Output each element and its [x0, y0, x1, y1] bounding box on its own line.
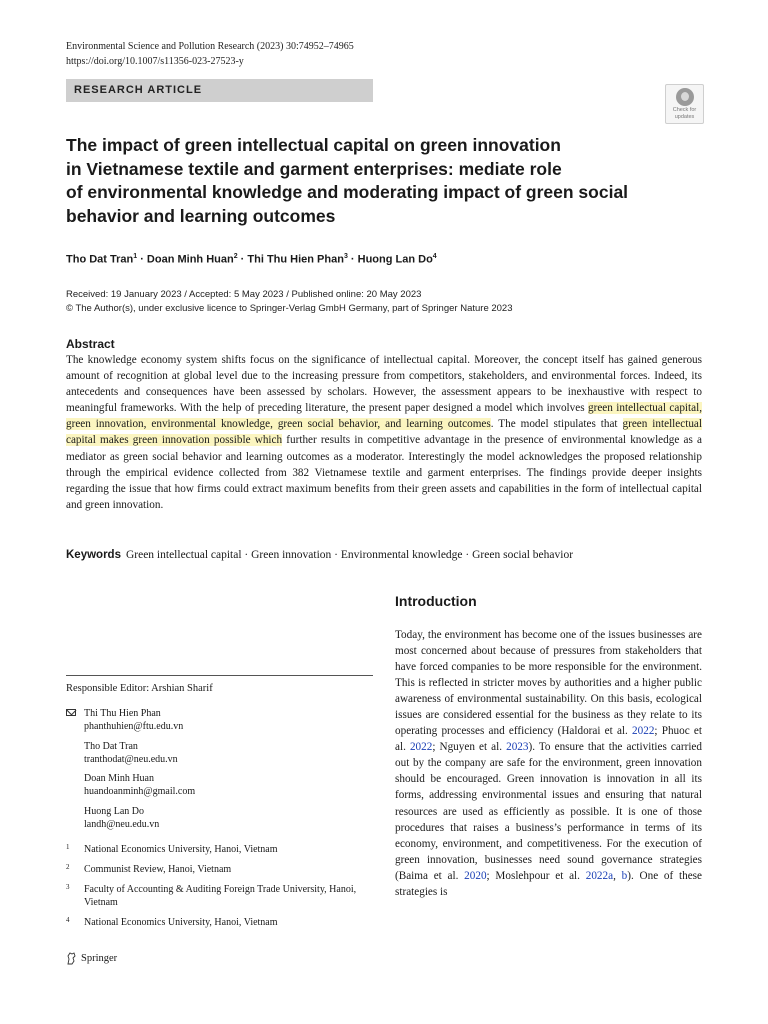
author-affiliation-mark: 4: [432, 253, 437, 260]
doi-link[interactable]: https://doi.org/10.1007/s11356-023-27523-y: [66, 56, 244, 67]
contact-entry: [66, 805, 373, 831]
introduction-body: [395, 627, 702, 900]
author-affiliation-mark: 2: [233, 253, 238, 260]
citation-link[interactable]: 2023: [506, 741, 529, 754]
springer-horse-icon: [66, 952, 77, 965]
intro-text: ; Phuoc et al.: [395, 725, 702, 754]
author-name[interactable]: Thi Thu Hien Phan: [247, 253, 344, 266]
affiliation-number: 3: [66, 883, 70, 891]
keywords: [66, 547, 573, 563]
introduction-heading: Introduction: [395, 593, 477, 609]
abstract-text: further results in competitive advantage in the presence of environmental knowledge as a mediator as green social behavior and learning outcomes as a moderator. Interestingly the model acknowledges the proposed relationship through the empirical evidence collected from 382 Vietnamese textile and garment enterprises. The findings provide deeper insights regarding the issue that how firms could extract maximum benefits from their green assets and capabilities in the form of intellectual capital and green innovation.: [66, 434, 702, 511]
article-title: [66, 134, 666, 228]
check-for-updates-badge[interactable]: [665, 84, 704, 124]
citation-link[interactable]: b: [621, 869, 628, 882]
responsible-editor: Responsible Editor: Arshian Sharif: [66, 683, 213, 694]
author-contacts: [66, 707, 373, 837]
contact-email[interactable]: huandoanminh@gmail.com: [84, 786, 196, 797]
affiliation-entry: [66, 863, 373, 876]
author-separator: ·: [237, 253, 248, 266]
title-line: of environmental knowledge and moderating impact of green social: [66, 182, 629, 202]
contact-entry: [66, 772, 373, 798]
author-affiliation-mark: 1: [133, 253, 138, 260]
affiliation-number: 1: [66, 843, 70, 851]
affiliation-entry: [66, 916, 373, 929]
contact-entry: [66, 740, 373, 766]
copyright-line: © The Author(s), under exclusive licence to Springer-Verlag GmbH Germany, part of Springer Nature 2023: [66, 302, 513, 314]
check-updates-label-2: updates: [674, 114, 695, 120]
article-type-banner: RESEARCH ARTICLE: [66, 79, 373, 102]
publisher-name: Springer: [81, 953, 118, 964]
author-name[interactable]: Doan Minh Huan: [146, 253, 234, 266]
abstract-text: The knowledge economy system shifts focus on the significance of intellectual capital. Moreover, the concept itself has gained generous amount of recognition at global level due to the increasing pressure from competitors, stakeholders, and environmental forces. Indeed, its antecedents and consequences have been assessed by scholars. However, the assessment appears to be inexhaustive with respect to meaningful frameworks. With the help of preceding literature, the present paper designed a model which involves: [66, 354, 702, 415]
abstract-text: . The model stipulates that: [490, 418, 623, 431]
abstract-highlight: green intellectual capital makes green innovation possible which: [66, 418, 702, 447]
contact-entry: [66, 707, 373, 733]
author-affiliation-mark: 3: [343, 253, 348, 260]
intro-text: Today, the environment has become one of the issues businesses are most concerned about because of pressures from stakeholders that have forced companies to be more responsible for the environment. This is reflected in stricter moves by authorities and a higher public awareness of environmental sustainability. On this basis, ecological issues are considered essential for the business as they relate to its operating processes and efficiency (Haldorai et al.: [395, 629, 702, 738]
envelope-icon: [66, 709, 76, 716]
affiliation-text: Faculty of Accounting & Auditing Foreign Trade University, Hanoi, Vietnam: [84, 884, 357, 908]
dates-line: Received: 19 January 2023 / Accepted: 5 May 2023 / Published online: 20 May 2023: [66, 289, 422, 300]
abstract-body: [66, 352, 702, 513]
author-name[interactable]: Tho Dat Tran: [66, 253, 134, 266]
title-line: in Vietnamese textile and garment enterprises: mediate role: [66, 158, 562, 179]
journal-citation: Environmental Science and Pollution Research (2023) 30:74952–74965: [66, 41, 354, 52]
contact-name: Thi Thu Hien Phan: [84, 708, 161, 719]
citation-link[interactable]: 2022: [409, 741, 433, 754]
footnote-divider: [66, 675, 373, 676]
abstract-highlight: green intellectual capital, green innovation, environmental knowledge, green social behavior, and learning outcomes: [66, 402, 703, 431]
author-name[interactable]: Huong Lan Do: [357, 253, 433, 266]
contact-email[interactable]: phanthuhien@ftu.edu.vn: [84, 721, 184, 732]
intro-text: ; Nguyen et al.: [432, 741, 507, 754]
intro-text: ; Moslehpour et al.: [486, 869, 586, 882]
intro-text: ). To ensure that the activities carried out by the company are safe for the environment, green innovation should be encouraged. Green innovation is innovation in all its forms, addressing environmental issues and ensuring that natural resources are used as efficiently as possible. It is one of those procedures that raises a business’s performance in terms of its economy, environment, and competitiveness. For the execution of green innovation, businesses need sound governance strategies (Baima et al.: [395, 741, 702, 882]
citation-link[interactable]: 2022a: [585, 869, 614, 882]
affiliation-entry: [66, 883, 373, 909]
keywords-heading: Keywords: [66, 549, 121, 561]
affiliation-text: National Economics University, Hanoi, Vietnam: [84, 844, 278, 855]
contact-name: Doan Minh Huan: [84, 773, 154, 784]
check-updates-label-1: Check for: [672, 107, 697, 113]
affiliation-text: Communist Review, Hanoi, Vietnam: [84, 864, 232, 875]
author-separator: ·: [347, 253, 358, 266]
affiliations: [66, 843, 373, 936]
contact-name: Tho Dat Tran: [84, 740, 138, 752]
publisher-footer: [66, 952, 117, 965]
contact-email[interactable]: tranthodat@neu.edu.vn: [84, 753, 178, 765]
publication-history: [66, 288, 513, 315]
intro-text: ). One of these strategies is: [395, 869, 702, 898]
check-updates-icon: [676, 88, 694, 106]
abstract-heading: Abstract: [66, 337, 115, 351]
title-line: The impact of green intellectual capital on green innovation: [66, 135, 561, 155]
keywords-list: Green intellectual capital · Green innovation · Environmental knowledge · Green social behavior: [125, 549, 574, 561]
citation-link[interactable]: 2020: [464, 869, 487, 882]
affiliation-number: 2: [66, 863, 70, 871]
title-line: behavior and learning outcomes: [66, 205, 336, 226]
contact-email[interactable]: landh@neu.edu.vn: [84, 818, 160, 830]
intro-text: ,: [613, 869, 622, 882]
author-list: [66, 249, 437, 268]
citation-link[interactable]: 2022: [632, 725, 655, 738]
affiliation-number: 4: [66, 916, 70, 924]
affiliation-entry: [66, 843, 373, 856]
author-separator: ·: [137, 253, 147, 266]
affiliation-text: National Economics University, Hanoi, Vietnam: [84, 917, 278, 928]
contact-name: Huong Lan Do: [84, 805, 144, 817]
